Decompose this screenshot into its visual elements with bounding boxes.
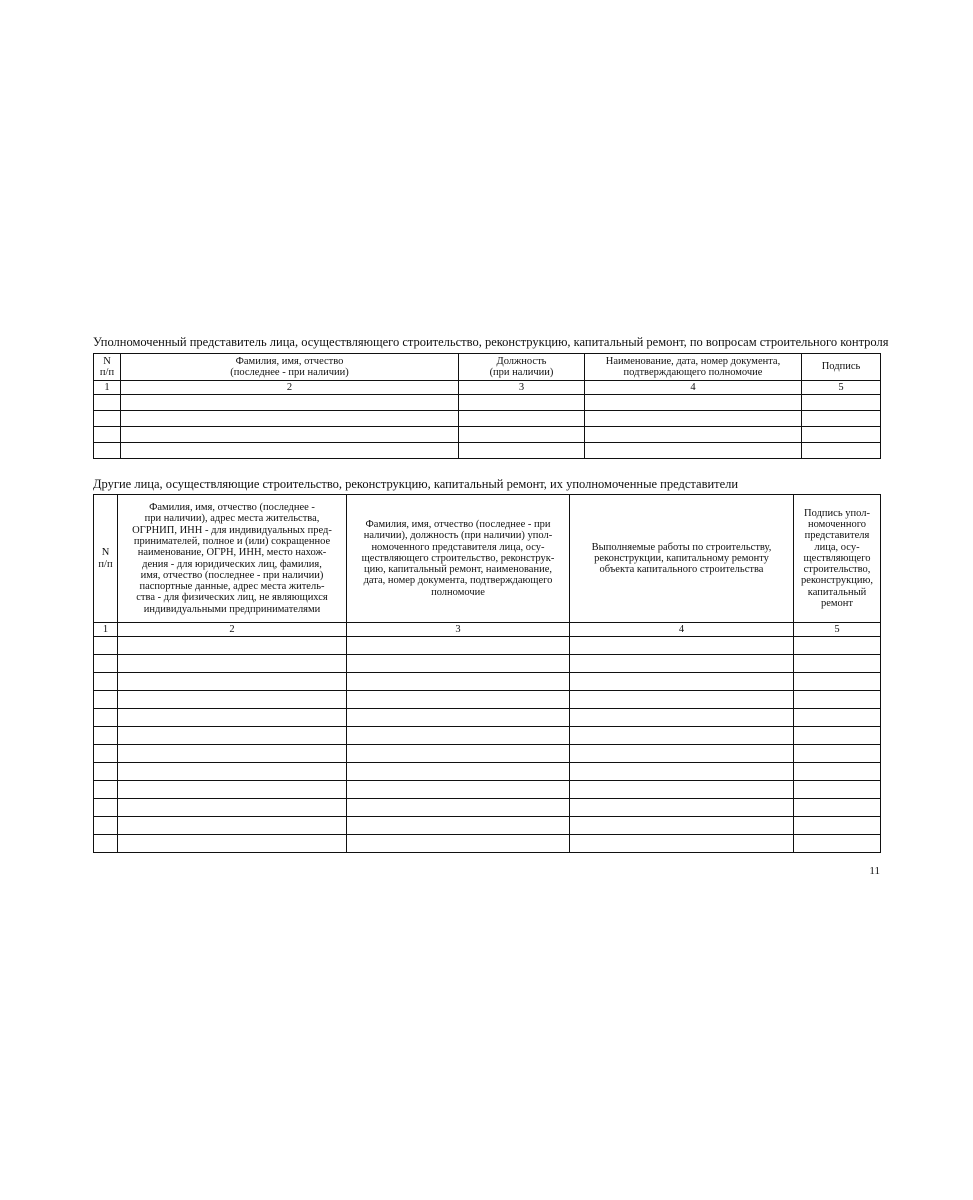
table1-empty-cell xyxy=(121,443,459,459)
table2-empty-cell xyxy=(118,745,347,763)
table2-empty-cell xyxy=(118,691,347,709)
table2-empty-cell xyxy=(570,637,794,655)
table2-empty-cell xyxy=(570,781,794,799)
table1-header-name: Фамилия, имя, отчество (последнее - при наличии) xyxy=(121,354,459,381)
table2-empty-cell xyxy=(794,799,881,817)
table1-empty-cell xyxy=(802,411,881,427)
table2-empty-row xyxy=(94,709,881,727)
table2-empty-row xyxy=(94,655,881,673)
table2-empty-cell xyxy=(570,763,794,781)
table2-header-signature: Подпись упол- номоченного представителя лица, осу- ществляющего строительство, реконструкцию, капитальный ремонт xyxy=(794,495,881,623)
table2-empty-cell xyxy=(94,673,118,691)
table1-empty-cell xyxy=(802,443,881,459)
table2-empty-cell xyxy=(118,673,347,691)
table1-empty-row xyxy=(94,395,881,411)
representative-table xyxy=(93,353,881,459)
table2-empty-cell xyxy=(94,799,118,817)
table2-empty-cell xyxy=(794,835,881,853)
table2-header-person: Фамилия, имя, отчество (последнее - при наличии), адрес места жительства, ОГРНИП, ИНН - для индивидуальных пред- принимателей, полное и (или) сокращенное наименование, ОГРН, ИНН, место нахож- дения - для юридических лиц, фамилия, имя, отчество (последнее - при наличии) паспортные данные, адрес места житель- ства - для физических лиц, не являющихся индивидуальными предпринимателями xyxy=(118,495,347,623)
table2-empty-cell xyxy=(794,709,881,727)
table1-header-position: Должность (при наличии) xyxy=(459,354,585,381)
table1-caption: Уполномоченный представитель лица, осуществляющего строительство, реконструкцию, капитальный ремонт, по вопросам строительного контроля xyxy=(93,335,889,349)
table2-empty-row xyxy=(94,727,881,745)
table2-empty-cell xyxy=(794,745,881,763)
table2-empty-cell xyxy=(347,727,570,745)
table2-empty-cell xyxy=(118,655,347,673)
table2-empty-row xyxy=(94,763,881,781)
table2-empty-cell xyxy=(118,781,347,799)
table1-empty-cell xyxy=(121,395,459,411)
table2-empty-cell xyxy=(94,763,118,781)
table2-empty-cell xyxy=(570,817,794,835)
table2-empty-cell xyxy=(118,727,347,745)
table1-empty-cell xyxy=(459,443,585,459)
table1-empty-row xyxy=(94,443,881,459)
table2-empty-cell xyxy=(347,817,570,835)
table2-empty-cell xyxy=(347,763,570,781)
table2-header-works: Выполняемые работы по строительству, реконструкции, капитальному ремонту объекта капитального строительства xyxy=(570,495,794,623)
table1-col-number: 3 xyxy=(459,381,585,395)
table2-empty-cell xyxy=(347,637,570,655)
table2-col-number: 1 xyxy=(94,623,118,637)
table1-header-document: Наименование, дата, номер документа, подтверждающего полномочие xyxy=(585,354,802,381)
table2-empty-cell xyxy=(94,781,118,799)
table2-empty-row xyxy=(94,835,881,853)
table2-empty-cell xyxy=(94,709,118,727)
table2-header-row xyxy=(94,495,881,623)
table1-empty-cell xyxy=(121,427,459,443)
table1-col-number: 5 xyxy=(802,381,881,395)
table1-header-row xyxy=(94,354,881,381)
table2-empty-cell xyxy=(570,835,794,853)
table2-empty-cell xyxy=(94,835,118,853)
table1-empty-cell xyxy=(121,411,459,427)
table2-empty-cell xyxy=(347,781,570,799)
table2-empty-cell xyxy=(570,745,794,763)
table2-empty-cell xyxy=(118,817,347,835)
table1-empty-cell xyxy=(585,443,802,459)
table2-col-number: 3 xyxy=(347,623,570,637)
table2-empty-cell xyxy=(794,727,881,745)
table1-empty-cell xyxy=(94,427,121,443)
table2-empty-cell xyxy=(347,655,570,673)
table2-empty-cell xyxy=(118,799,347,817)
table2-empty-row xyxy=(94,691,881,709)
table2-empty-row xyxy=(94,817,881,835)
table2-empty-row xyxy=(94,799,881,817)
table2-empty-cell xyxy=(94,655,118,673)
table2-empty-cell xyxy=(794,673,881,691)
table2-empty-cell xyxy=(347,799,570,817)
table1-empty-cell xyxy=(459,427,585,443)
table1-empty-cell xyxy=(94,443,121,459)
table2-empty-cell xyxy=(570,799,794,817)
table2-empty-cell xyxy=(347,709,570,727)
table2-empty-cell xyxy=(570,727,794,745)
table2-empty-cell xyxy=(94,817,118,835)
table2-empty-cell xyxy=(570,673,794,691)
table1-number-row xyxy=(94,381,881,395)
table2-empty-cell xyxy=(347,673,570,691)
table1-header-num: N п/п xyxy=(94,354,121,381)
table2-empty-cell xyxy=(794,691,881,709)
table1-header-signature: Подпись xyxy=(802,354,881,381)
table1-empty-row xyxy=(94,411,881,427)
table2-empty-cell xyxy=(118,637,347,655)
table2-empty-cell xyxy=(794,763,881,781)
table2-header-num: N п/п xyxy=(94,495,118,623)
table2-empty-cell xyxy=(94,637,118,655)
table2-col-number: 2 xyxy=(118,623,347,637)
other-persons-table xyxy=(93,494,881,853)
table1-empty-row xyxy=(94,427,881,443)
table2-empty-cell xyxy=(794,817,881,835)
table2-empty-cell xyxy=(94,727,118,745)
table2-empty-cell xyxy=(118,709,347,727)
table2-header-representative: Фамилия, имя, отчество (последнее - при наличии), должность (при наличии) упол- номоченного представителя лица, осу- ществляющего строительство, реконструк- цию, капитальный ремонт, наименование, дата, номер документа, подтверждающего полномочие xyxy=(347,495,570,623)
table2-empty-cell xyxy=(794,655,881,673)
table2-empty-cell xyxy=(570,655,794,673)
table1-col-number: 1 xyxy=(94,381,121,395)
table2-empty-row xyxy=(94,673,881,691)
table2-empty-cell xyxy=(347,691,570,709)
table1-empty-cell xyxy=(459,411,585,427)
table1-empty-cell xyxy=(585,411,802,427)
table2-caption: Другие лица, осуществляющие строительство, реконструкцию, капитальный ремонт, их уполномоченные представители xyxy=(93,477,739,491)
table2-number-row xyxy=(94,623,881,637)
table2-empty-row xyxy=(94,745,881,763)
table2-col-number: 5 xyxy=(794,623,881,637)
table1-empty-cell xyxy=(94,395,121,411)
table2-empty-cell xyxy=(347,835,570,853)
table2-empty-cell xyxy=(570,709,794,727)
table2-empty-row xyxy=(94,781,881,799)
table2-empty-cell xyxy=(347,745,570,763)
table1-col-number: 2 xyxy=(121,381,459,395)
table2-empty-cell xyxy=(570,691,794,709)
table2-empty-cell xyxy=(794,781,881,799)
table2-empty-row xyxy=(94,637,881,655)
table2-empty-cell xyxy=(94,745,118,763)
table1-empty-cell xyxy=(802,395,881,411)
table2-empty-cell xyxy=(118,835,347,853)
table1-col-number: 4 xyxy=(585,381,802,395)
table1-empty-cell xyxy=(585,395,802,411)
table1-empty-cell xyxy=(94,411,121,427)
table2-empty-cell xyxy=(94,691,118,709)
table2-empty-cell xyxy=(794,637,881,655)
table2-col-number: 4 xyxy=(570,623,794,637)
table1-empty-cell xyxy=(585,427,802,443)
table1-empty-cell xyxy=(459,395,585,411)
table2-empty-cell xyxy=(118,763,347,781)
table1-empty-cell xyxy=(802,427,881,443)
page-number: 11 xyxy=(869,865,880,877)
